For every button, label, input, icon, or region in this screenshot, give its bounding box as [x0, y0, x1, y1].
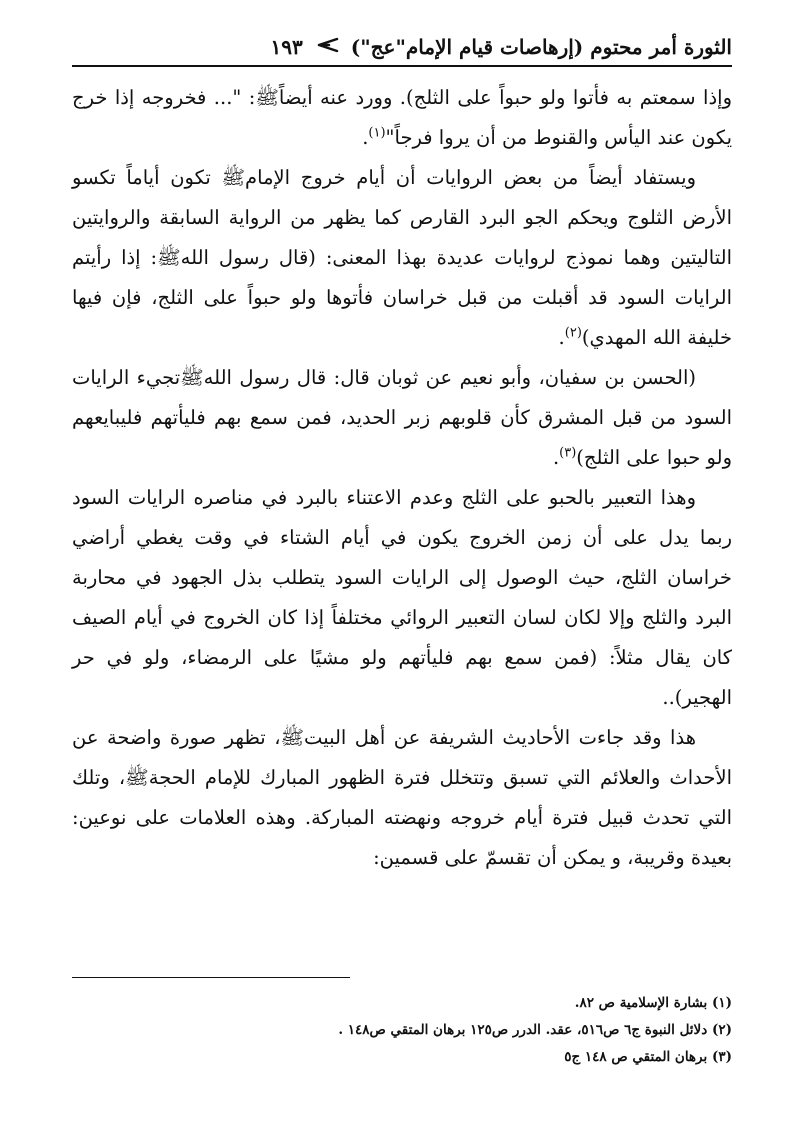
- paragraph-text: وإذا سمعتم به فأتوا ولو حبواً على الثلج). وورد عنه أيضاًﷺ: "... فخروجه إذا خرج يكون عند اليأس والقنوط من أن يروا فرجاً": [72, 86, 732, 149]
- footnote-1: (١) بشارة الإسلامية ص ٨٢.: [574, 995, 732, 1011]
- footnote-3: (٣) برهان المتقي ص ١٤٨ ج٥: [564, 1049, 732, 1065]
- paragraph-5: [72, 718, 732, 878]
- footnotes-section: [72, 990, 732, 1071]
- paragraph-2: [72, 158, 732, 358]
- header-divider: [72, 65, 732, 67]
- footnote-2: (٢) دلائل النبوة ج٦ ص٥١٦، عقد. الدرر ص١٢٥ برهان المتقي ص١٤٨ .: [338, 1022, 732, 1038]
- paragraph-tail: .: [558, 326, 565, 349]
- paragraph-text: (الحسن بن سفيان، وأبو نعيم عن ثوبان قال: قال رسول اللهﷺتجيء الرايات السود من قبل المشرق كأن قلوبهم زبر الحديد، فمن سمع بهم فليأتهم فليبايعهم ولو حبوا على الثلج): [72, 366, 732, 469]
- paragraph-tail: .: [362, 126, 369, 149]
- paragraph-3: [72, 358, 732, 478]
- arrow-icon-svg: [315, 37, 339, 53]
- paragraph-text: ويستفاد أيضاً من بعض الروايات أن أيام خروج الإمامﷺ تكون أياماً تكسو الأرض الثلوج ويحكم الجو البرد القارص كما يظهر من الرواية السابقة والروايتين التاليتين وهما نموذج لروايات عديدة بهذا المعنى: (قال رسول اللهﷺ: إذا رأيتم الرايات السود قد أقبلت من قبل خراسان فأتوها ولو حبواً على الثلج، فإن فيها خليفة الله المهدي): [72, 166, 732, 349]
- paragraph-4: [72, 478, 732, 718]
- paragraph-text: وهذا التعبير بالحبو على الثلج وعدم الاعتناء بالبرد في مناصره الرايات السود ربما يدل على أن زمن الخروج يكون في أيام الشتاء في وقت يغطي أراضي خراسان الثلج، حيث الوصول إلى الرايات السود يتطلب بذل الجهود في محاربة البرد والثلج وإلا لكان لسان التعبير الروائي مختلفاً إذا كان الخروج في أيام الصيف كان يقال مثلاً: (فمن سمع بهم فليأتهم ولو مشيًا على الرمضاء، ولو في حر الهجير)..: [72, 486, 732, 709]
- running-header: [72, 30, 732, 64]
- paragraph-tail: .: [552, 446, 560, 469]
- header-title: الثورة أمر محتوم (إرهاصات قيام الإمام"عج"): [350, 35, 732, 59]
- chevron-left-icon: [315, 37, 339, 58]
- footnote-reference: (٢): [564, 325, 582, 341]
- paragraph-text: هذا وقد جاءت الأحاديث الشريفة عن أهل البيتﷺ، تظهر صورة واضحة عن الأحداث والعلائم التي تسبق وتتخلل فترة الظهور المبارك للإمام الحجةﷺ، وتلك التي تحدث قبيل فترة أيام خروجه ونهضته المباركة. وهذه العلامات على نوعين: بعيدة وقريبة، و يمكن أن تقسمّ على قسمين:: [72, 726, 732, 869]
- page-number: ١٩٣: [270, 35, 303, 59]
- paragraph-1: [72, 78, 732, 158]
- footnote-divider: [72, 977, 350, 978]
- footnote-reference: (٣): [559, 445, 577, 461]
- main-body: [72, 78, 732, 878]
- footnote-reference: (١): [368, 125, 386, 141]
